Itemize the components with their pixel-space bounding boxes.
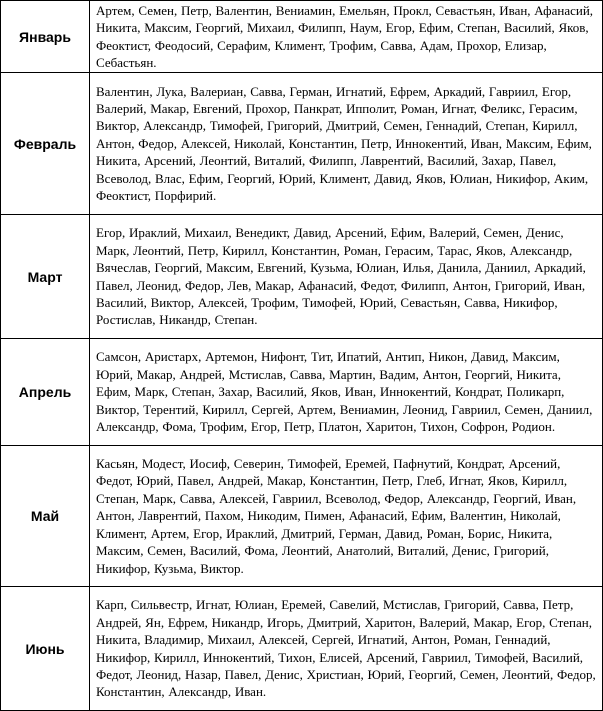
month-names-list: Егор, Ираклий, Михаил, Венедикт, Давид, Арсений, Ефим, Валерий, Семен, Денис, Марк, Леонтий, Петр, Кирилл, Константин, Роман, Герасим, Тарас, Яков, Александр, Вячеслав, Георгий, Максим, Евгений, Кузьма, Юлиан, Илья, Данила, Даниил, Аркадий, Павел, Леонид, Федор, Лев, Макар, Афанасий, Федот, Филипп, Антон, Григорий, Иван, Василий, Виктор, Алексей, Трофим, Тимофей, Юрий, Севастьян, Савва, Никифор, Ростислав, Никандр, Степан. xyxy=(90,215,603,339)
month-label: Апрель xyxy=(1,339,90,446)
month-names-list: Карп, Сильвестр, Игнат, Юлиан, Еремей, Савелий, Мстислав, Григорий, Савва, Петр, Андрей, Ян, Ефрем, Никандр, Игорь, Дмитрий, Харитон, Валерий, Макар, Егор, Степан, Никита, Владимир, Михаил, Алексей, Сергей, Игнатий, Антон, Роман, Геннадий, Никифор, Кирилл, Иннокентий, Тихон, Елисей, Арсений, Гавриил, Тимофей, Василий, Федот, Леонид, Назар, Павел, Денис, Христиан, Юрий, Георгий, Семен, Леонтий, Федор, Константин, Александр, Иван. xyxy=(90,587,603,711)
month-names-list: Артем, Семен, Петр, Валентин, Вениамин, Емельян, Прокл, Севастьян, Иван, Афанасий, Никита, Максим, Георгий, Михаил, Филипп, Наум, Егор, Ефим, Степан, Василий, Яков, Феоктист, Феодосий, Серафим, Климент, Трофим, Савва, Адам, Прохор, Елизар, Себастьян. xyxy=(90,1,603,73)
month-row-january xyxy=(1,1,603,73)
month-label: Январь xyxy=(1,1,90,73)
month-label: Март xyxy=(1,215,90,339)
month-names-list: Касьян, Модест, Иосиф, Северин, Тимофей, Еремей, Пафнутий, Кондрат, Арсений, Федот, Юрий, Павел, Андрей, Макар, Константин, Петр, Глеб, Игнат, Яков, Кирилл, Степан, Марк, Савва, Алексей, Гавриил, Всеволод, Федор, Александр, Георгий, Иван, Антон, Лаврентий, Пахом, Никодим, Пимен, Афанасий, Ефим, Валентин, Николай, Климент, Артем, Егор, Ираклий, Дмитрий, Герман, Давид, Роман, Борис, Никита, Максим, Семен, Василий, Фома, Леонтий, Анатолий, Виталий, Денис, Григорий, Никифор, Кузьма, Виктор. xyxy=(90,446,603,587)
month-label: Июнь xyxy=(1,587,90,711)
month-row-may xyxy=(1,446,603,587)
month-names-list: Валентин, Лука, Валериан, Савва, Герман, Игнатий, Ефрем, Аркадий, Гавриил, Егор, Валерий, Макар, Евгений, Прохор, Панкрат, Ипполит, Роман, Игнат, Феликс, Герасим, Виктор, Александр, Тимофей, Григорий, Дмитрий, Семен, Геннадий, Степан, Кирилл, Антон, Федор, Алексей, Николай, Константин, Петр, Иннокентий, Иван, Максим, Ефим, Никита, Арсений, Леонтий, Виталий, Филипп, Лаврентий, Василий, Захар, Павел, Всеволод, Влас, Ефим, Георгий, Юрий, Климент, Давид, Яков, Юлиан, Никифор, Аким, Феоктист, Порфирий. xyxy=(90,73,603,215)
month-row-march xyxy=(1,215,603,339)
month-row-february xyxy=(1,73,603,215)
month-names-list: Самсон, Аристарх, Артемон, Нифонт, Тит, Ипатий, Антип, Никон, Давид, Максим, Юрий, Макар, Андрей, Мстислав, Савва, Мартин, Вадим, Антон, Георгий, Никита, Ефим, Марк, Степан, Захар, Василий, Яков, Иван, Иннокентий, Кондрат, Поликарп, Виктор, Терентий, Кирилл, Сергей, Артем, Вениамин, Леонид, Гавриил, Семен, Даниил, Александр, Фома, Трофим, Егор, Петр, Платон, Харитон, Тихон, Софрон, Родион. xyxy=(90,339,603,446)
month-row-april xyxy=(1,339,603,446)
month-label: Май xyxy=(1,446,90,587)
month-row-june xyxy=(1,587,603,711)
month-label: Февраль xyxy=(1,73,90,215)
